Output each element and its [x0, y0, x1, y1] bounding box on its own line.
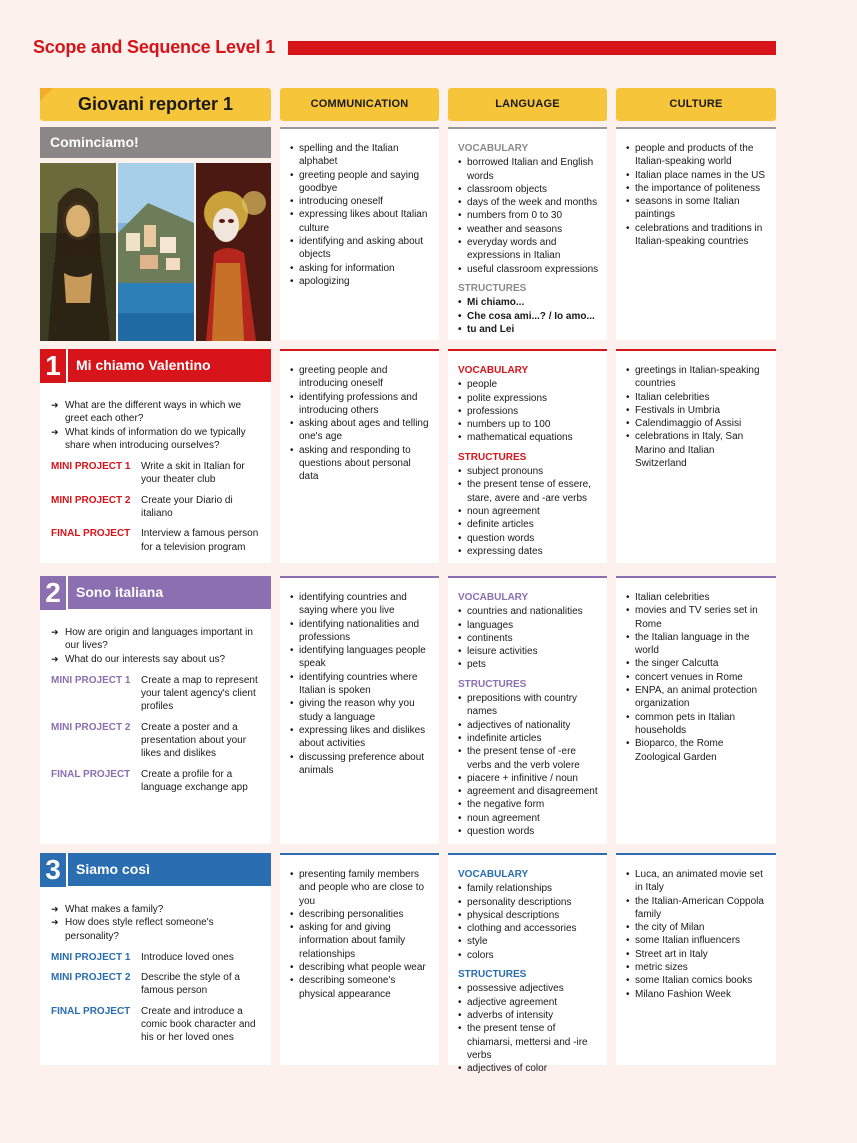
list-item: • countries and nationalities [458, 605, 599, 618]
unit-3-communication-cell [280, 853, 439, 1065]
project-label: MINI PROJECT 1 [51, 951, 131, 963]
list-item: • some Italian comics books [626, 974, 768, 987]
unit-3-language-cell [448, 853, 607, 1075]
unit-2-overview [40, 576, 271, 844]
list-item: • adjectives of color [458, 1062, 599, 1075]
list-item: • clothing and accessories [458, 922, 599, 935]
list-item: • greeting people and saying goodbye [290, 169, 431, 196]
list-item: • Mi chiamo... [458, 296, 599, 309]
list-item: • noun agreement [458, 812, 599, 825]
list-item: • professions [458, 405, 599, 418]
list-item: • family relationships [458, 882, 599, 895]
list-item: • the Italian language in the world [626, 631, 768, 658]
project-text: Write a skit in Italian for your theater club [141, 461, 245, 486]
unit-1-title: Mi chiamo Valentino [68, 349, 271, 382]
list-item: • ENPA, an animal protection organization [626, 684, 768, 711]
book-title-header: Giovani reporter 1 [40, 88, 271, 121]
unit-3-title: Siamo così [68, 853, 271, 886]
list-item: • classroom objects [458, 183, 599, 196]
list-item: • introducing oneself [290, 195, 431, 208]
list-item: • seasons in some Italian paintings [626, 195, 768, 222]
unit-1-number: 1 [40, 349, 66, 383]
list-item: • discussing preference about animals [290, 751, 431, 778]
structures-heading: STRUCTURES [458, 678, 527, 690]
unit-2-communication-cell [280, 576, 439, 844]
list-item: • Calendimaggio of Assisi [626, 417, 768, 430]
list-item: • question words [458, 825, 599, 838]
list-item: • expressing likes about Italian culture [290, 208, 431, 235]
list-item: • the importance of politeness [626, 182, 768, 195]
project-text: Create and introduce a comic book character and his or her loved ones [141, 1005, 256, 1044]
project-label: MINI PROJECT 1 [51, 461, 131, 473]
list-item: • noun agreement [458, 505, 599, 518]
list-item: • the singer Calcutta [626, 657, 768, 670]
project-text: Interview a famous person for a television program [141, 528, 259, 553]
project-text: Describe the style of a famous person [141, 972, 240, 997]
list-item: • Italian celebrities [626, 391, 768, 404]
mona-lisa-image [40, 163, 116, 341]
list-item: • polite expressions [458, 392, 599, 405]
list-item: • mathematical equations [458, 431, 599, 444]
title-rule [288, 41, 776, 55]
project-row [51, 721, 263, 761]
unit-1-communication-cell [280, 349, 439, 563]
vocabulary-heading: VOCABULARY [458, 365, 529, 376]
list-item: • borrowed Italian and English words [458, 156, 599, 183]
project-label: FINAL PROJECT [51, 528, 131, 540]
question: ➜ What are the different ways in which we greet each other? [51, 399, 263, 426]
list-item: • describing someone's physical appearance [290, 974, 431, 1001]
list-item: • personality descriptions [458, 896, 599, 909]
structures-heading: STRUCTURES [458, 969, 527, 981]
project-label: MINI PROJECT 2 [51, 721, 131, 733]
intro-communication-cell [280, 127, 439, 340]
list-item: • the present tense of -ere verbs and the verb volere [458, 745, 599, 772]
list-item: • adverbs of intensity [458, 1009, 599, 1022]
list-item: • apologizing [290, 275, 431, 288]
list-item: • people [458, 378, 599, 391]
list-item: • asking and responding to questions about personal data [290, 444, 431, 484]
list-item: • identifying and asking about objects [290, 235, 431, 262]
list-item: • possessive adjectives [458, 982, 599, 995]
question: ➜ How are origin and languages important in our lives? [51, 626, 263, 653]
list-item: • giving the reason why you study a language [290, 697, 431, 724]
list-item: • numbers up to 100 [458, 418, 599, 431]
question: ➜ What kinds of information do we typically share when introducing ourselves? [51, 426, 263, 453]
question: ➜ What do our interests say about us? [51, 653, 263, 666]
list-item: • Bioparco, the Rome Zoological Garden [626, 737, 768, 764]
list-item: • movies and TV series set in Rome [626, 604, 768, 631]
list-item: • expressing dates [458, 545, 599, 558]
list-item: • identifying nationalities and professions [290, 618, 431, 645]
list-item: • the present tense of essere, stare, avere and -are verbs [458, 478, 599, 505]
list-item: • leisure activities [458, 645, 599, 658]
list-item: • indefinite articles [458, 732, 599, 745]
project-text: Introduce loved ones [141, 951, 234, 963]
list-item: • the city of Milan [626, 921, 768, 934]
intro-culture-cell [616, 127, 776, 340]
vocabulary-heading: VOCABULARY [458, 143, 529, 154]
list-item: • numbers from 0 to 30 [458, 209, 599, 222]
project-text: Create a poster and a presentation about your likes and dislikes [141, 721, 247, 760]
question: ➜ How does style reflect someone's personality? [51, 916, 263, 943]
project-text: Create your Diario di italiano [141, 494, 233, 520]
culture-header: CULTURE [616, 88, 776, 121]
list-item: • agreement and disagreement [458, 785, 599, 798]
project-row [51, 1005, 263, 1045]
page-title: Scope and Sequence Level 1 [33, 37, 275, 57]
unit-2-title: Sono italiana [68, 576, 271, 609]
list-item: • everyday words and expressions in Italian [458, 236, 599, 263]
project-label: FINAL PROJECT [51, 768, 131, 780]
unit-2-number: 2 [40, 576, 66, 610]
list-item: • tu and Lei [458, 323, 599, 336]
list-item: • identifying professions and introducing others [290, 391, 431, 418]
intro-language-cell [448, 127, 607, 340]
list-item: • Italian place names in the US [626, 169, 768, 182]
list-item: • celebrations and traditions in Italian-speaking countries [626, 222, 768, 249]
question: ➜ What makes a family? [51, 903, 263, 916]
project-row [51, 971, 263, 998]
project-row [51, 460, 263, 487]
list-item: • some Italian influencers [626, 934, 768, 947]
list-item: • expressing likes and dislikes about activities [290, 724, 431, 751]
list-item: • question words [458, 532, 599, 545]
unit-3-culture-cell [616, 853, 776, 1065]
list-item: • greeting people and introducing oneself [290, 364, 431, 391]
vocabulary-heading: VOCABULARY [458, 592, 529, 603]
list-item: • languages [458, 619, 599, 632]
list-item: • prepositions with country names [458, 692, 599, 719]
unit-2-language-cell [448, 576, 607, 844]
project-row [51, 494, 263, 521]
project-row [51, 527, 263, 554]
header-corner-decoration [40, 88, 53, 101]
list-item: • continents [458, 632, 599, 645]
list-item: • asking about ages and telling one's age [290, 417, 431, 444]
list-item: • asking for and giving information about family relationships [290, 921, 431, 961]
list-item: • presenting family members and people who are close to you [290, 868, 431, 908]
list-item: • describing what people wear [290, 961, 431, 974]
list-item: • piacere + infinitive / noun [458, 772, 599, 785]
list-item: • Che cosa ami...? / Io amo... [458, 310, 599, 323]
list-item: • weather and seasons [458, 223, 599, 236]
list-item: • pets [458, 658, 599, 671]
list-item: • describing personalities [290, 908, 431, 921]
list-item: • Milano Fashion Week [626, 988, 768, 1001]
language-header: LANGUAGE [448, 88, 607, 121]
list-item: • concert venues in Rome [626, 671, 768, 684]
project-label: MINI PROJECT 2 [51, 972, 131, 984]
structures-heading: STRUCTURES [458, 451, 527, 463]
unit-2-culture-cell [616, 576, 776, 844]
list-item: • celebrations in Italy, San Marino and Italian Switzerland [626, 430, 768, 470]
list-item: • adjective agreement [458, 996, 599, 1009]
project-text: Create a profile for a language exchange app [141, 768, 248, 793]
list-item: • Festivals in Umbria [626, 404, 768, 417]
communication-header: COMMUNICATION [280, 88, 439, 121]
list-item: • Street art in Italy [626, 948, 768, 961]
project-label: MINI PROJECT 1 [51, 674, 131, 686]
list-item: • days of the week and months [458, 196, 599, 209]
project-text: Create a map to represent your talent agency's client profiles [141, 674, 258, 713]
list-item: • spelling and the Italian alphabet [290, 142, 431, 169]
list-item: • the present tense of chiamarsi, mettersi and -ire verbs [458, 1022, 599, 1062]
project-row [51, 951, 263, 964]
list-item: • people and products of the Italian-speaking world [626, 142, 768, 169]
list-item: • definite articles [458, 518, 599, 531]
list-item: • the negative form [458, 798, 599, 811]
project-label: MINI PROJECT 2 [51, 494, 131, 506]
list-item: • identifying countries where Italian is spoken [290, 671, 431, 698]
list-item: • Italian celebrities [626, 591, 768, 604]
intro-title: Cominciamo! [40, 127, 271, 158]
list-item: • style [458, 935, 599, 948]
venice-carnival-mask-image [196, 163, 271, 341]
list-item: • metric sizes [626, 961, 768, 974]
list-item: • common pets in Italian households [626, 711, 768, 738]
list-item: • colors [458, 949, 599, 962]
list-item: • Luca, an animated movie set in Italy [626, 868, 768, 895]
coastal-village-image [118, 163, 194, 341]
list-item: • the Italian-American Coppola family [626, 895, 768, 922]
list-item: • useful classroom expressions [458, 263, 599, 276]
vocabulary-heading: VOCABULARY [458, 869, 529, 880]
list-item: • identifying countries and saying where you live [290, 591, 431, 618]
project-label: FINAL PROJECT [51, 1005, 131, 1017]
list-item: • physical descriptions [458, 909, 599, 922]
unit-1-culture-cell [616, 349, 776, 563]
project-row [51, 768, 263, 795]
structures-heading: STRUCTURES [458, 282, 527, 294]
list-item: • adjectives of nationality [458, 719, 599, 732]
list-item: • greetings in Italian-speaking countries [626, 364, 768, 391]
unit-1-language-cell [448, 349, 607, 563]
list-item: • identifying languages people speak [290, 644, 431, 671]
unit-3-number: 3 [40, 853, 66, 887]
list-item: • asking for information [290, 262, 431, 275]
project-row [51, 674, 263, 714]
list-item: • subject pronouns [458, 465, 599, 478]
